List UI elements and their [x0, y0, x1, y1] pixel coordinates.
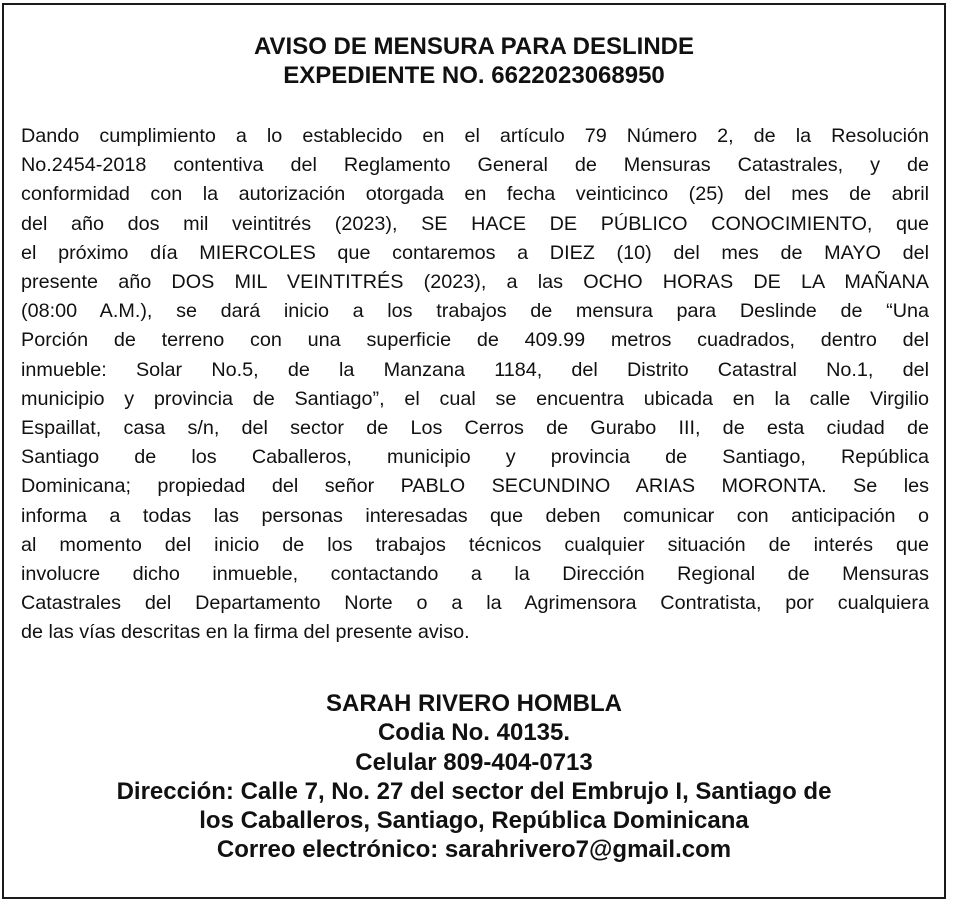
- signature-block: [4, 689, 944, 865]
- body-line: (08:00 A.M.), se dará inicio a los trabajos de mensura para Deslinde de “Una: [21, 300, 929, 323]
- body-line: inmueble: Solar No.5, de la Manzana 1184, del Distrito Catastral No.1, del: [21, 358, 929, 381]
- body-line: municipio y provincia de Santiago”, el cual se encuentra ubicada en la calle Virgilio: [21, 387, 929, 410]
- body-line: Catastrales del Departamento Norte o a la Agrimensora Contratista, por cualquiera: [21, 592, 929, 615]
- phone-number: Celular 809-404-0713: [355, 748, 593, 776]
- signer-name: SARAH RIVERO HOMBLA: [325, 690, 622, 717]
- email-address: Correo electrónico: sarahrivero7@gmail.com: [216, 836, 732, 864]
- body-line: al momento del inicio de los trabajos técnicos cualquier situación de interés que: [21, 533, 929, 556]
- body-line: Santiago de los Caballeros, municipio y provincia de Santiago, República: [21, 446, 929, 469]
- body-line: Dando cumplimiento a lo establecido en el artículo 79 Número 2, de la Resolución: [21, 125, 929, 147]
- body-line: el próximo día MIERCOLES que contaremos a DIEZ (10) del mes de MAYO del: [21, 241, 929, 264]
- body-line: conformidad con la autorización otorgada en fecha veinticinco (25) del mes de abril: [21, 183, 929, 206]
- body-line: involucre dicho inmueble, contactando a la Dirección Regional de Mensuras: [21, 563, 929, 586]
- address-line: los Caballeros, Santiago, República Dominicana: [199, 807, 749, 835]
- codia-number: Codia No. 40135.: [377, 719, 571, 747]
- body-line: Porción de terreno con una superficie de 409.99 metros cuadrados, dentro del: [21, 329, 929, 352]
- body-line: presente año DOS MIL VEINTITRÉS (2023), a las OCHO HORAS DE LA MAÑANA: [21, 271, 929, 294]
- address-line: Dirección: Calle 7, No. 27 del sector del Embrujo I, Santiago de: [116, 777, 832, 805]
- notice-frame: [2, 3, 946, 899]
- body-line: No.2454-2018 contentiva del Reglamento General de Mensuras Catastrales, y de: [21, 154, 929, 177]
- body-line: informa a todas las personas interesadas que deben comunicar con anticipación o: [21, 504, 929, 527]
- notice-title: AVISO DE MENSURA PARA DESLINDE: [253, 33, 695, 60]
- body-line: Dominicana; propiedad del señor PABLO SECUNDINO ARIAS MORONTA. Se les: [21, 475, 929, 498]
- body-line: del año dos mil veintitrés (2023), SE HACE DE PÚBLICO CONOCIMIENTO, que: [21, 212, 929, 235]
- notice-body: [21, 122, 929, 648]
- body-line: Espaillat, casa s/n, del sector de Los Cerros de Gurabo III, de esta ciudad de: [21, 417, 929, 440]
- file-number: EXPEDIENTE NO. 6622023068950: [283, 62, 665, 89]
- body-line: de las vías descritas en la firma del presente aviso.: [21, 621, 470, 644]
